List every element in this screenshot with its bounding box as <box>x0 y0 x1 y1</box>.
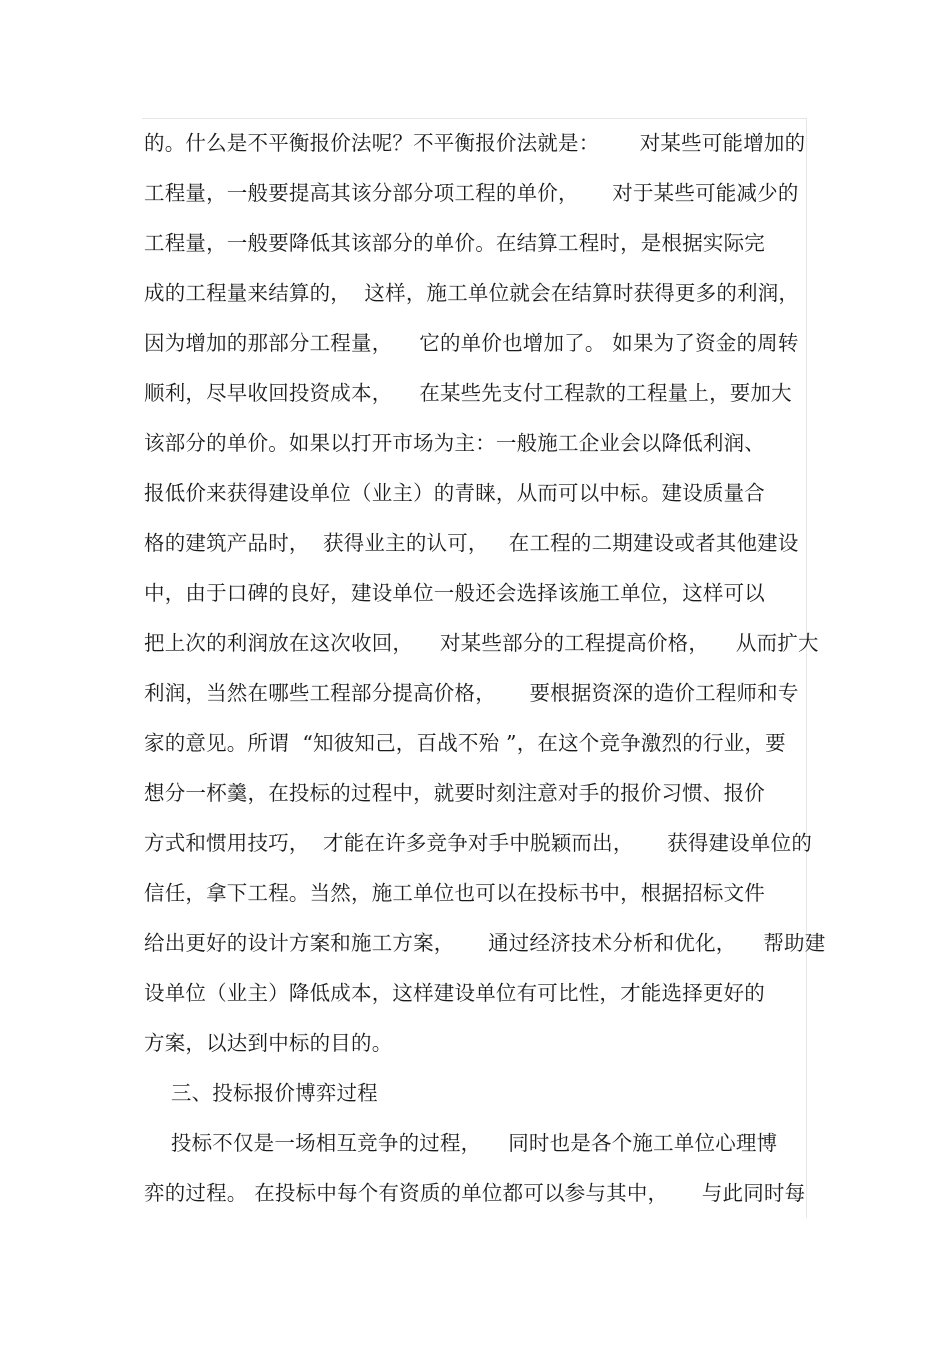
text-line: 设单位（业主）降低成本，这样建设单位有可比性，才能选择更好的 <box>144 981 765 1005</box>
text-line: 把上次的利润放在这次收回， 对某些部分的工程提高价格， 从而扩大 <box>144 631 819 655</box>
text-line: 信任，拿下工程。当然，施工单位也可以在投标书中，根据招标文件 <box>144 881 765 905</box>
text-line: 顺利，尽早收回投资成本， 在某些先支付工程款的工程量上，要加大 <box>144 381 792 405</box>
text-line: 因为增加的那部分工程量， 它的单价也增加了。 如果为了资金的周转 <box>144 331 799 355</box>
text-line: 利润，当然在哪些工程部分提高价格， 要根据资深的造价工程师和专 <box>144 681 799 705</box>
text-line: 投标不仅是一场相互竞争的过程， 同时也是各个施工单位心理博 <box>144 1131 778 1155</box>
text-line: 家的意见。所谓 “知彼知己，百战不殆 ”，在这个竞争激烈的行业，要 <box>144 731 786 755</box>
text-line: 该部分的单价。如果以打开市场为主：一般施工企业会以降低利润、 <box>144 431 765 455</box>
text-line: 给出更好的设计方案和施工方案， 通过经济技术分析和优化， 帮助建 <box>144 931 826 955</box>
text-line: 成的工程量来结算的， 这样，施工单位就会在结算时获得更多的利润， <box>144 281 800 305</box>
text-line: 方式和惯用技巧， 才能在许多竞争对手中脱颖而出， 获得建设单位的 <box>144 831 813 855</box>
text-line: 中，由于口碑的良好，建设单位一般还会选择该施工单位，这样可以 <box>144 581 765 605</box>
text-line: 方案，以达到中标的目的。 <box>144 1031 393 1055</box>
text-line: 报低价来获得建设单位（业主）的青睐，从而可以中标。建设质量合 <box>144 481 765 505</box>
text-line: 工程量，一般要降低其该部分的单价。在结算工程时，是根据实际完 <box>144 231 765 255</box>
text-line: 格的建筑产品时， 获得业主的认可， 在工程的二期建设或者其他建设 <box>144 531 799 555</box>
text-line: 的。什么是不平衡报价法呢？不平衡报价法就是： 对某些可能增加的 <box>144 131 806 155</box>
text-line: 想分一杯羹，在投标的过程中，就要时刻注意对手的报价习惯、报价 <box>144 781 765 805</box>
text-line: 工程量，一般要提高其该分部分项工程的单价， 对于某些可能减少的 <box>144 181 799 205</box>
section-heading: 三、投标报价博弈过程 <box>144 1081 378 1105</box>
text-line: 弈的过程。 在投标中每个有资质的单位都可以参与其中， 与此同时每 <box>144 1181 806 1205</box>
document-body <box>144 118 826 1218</box>
